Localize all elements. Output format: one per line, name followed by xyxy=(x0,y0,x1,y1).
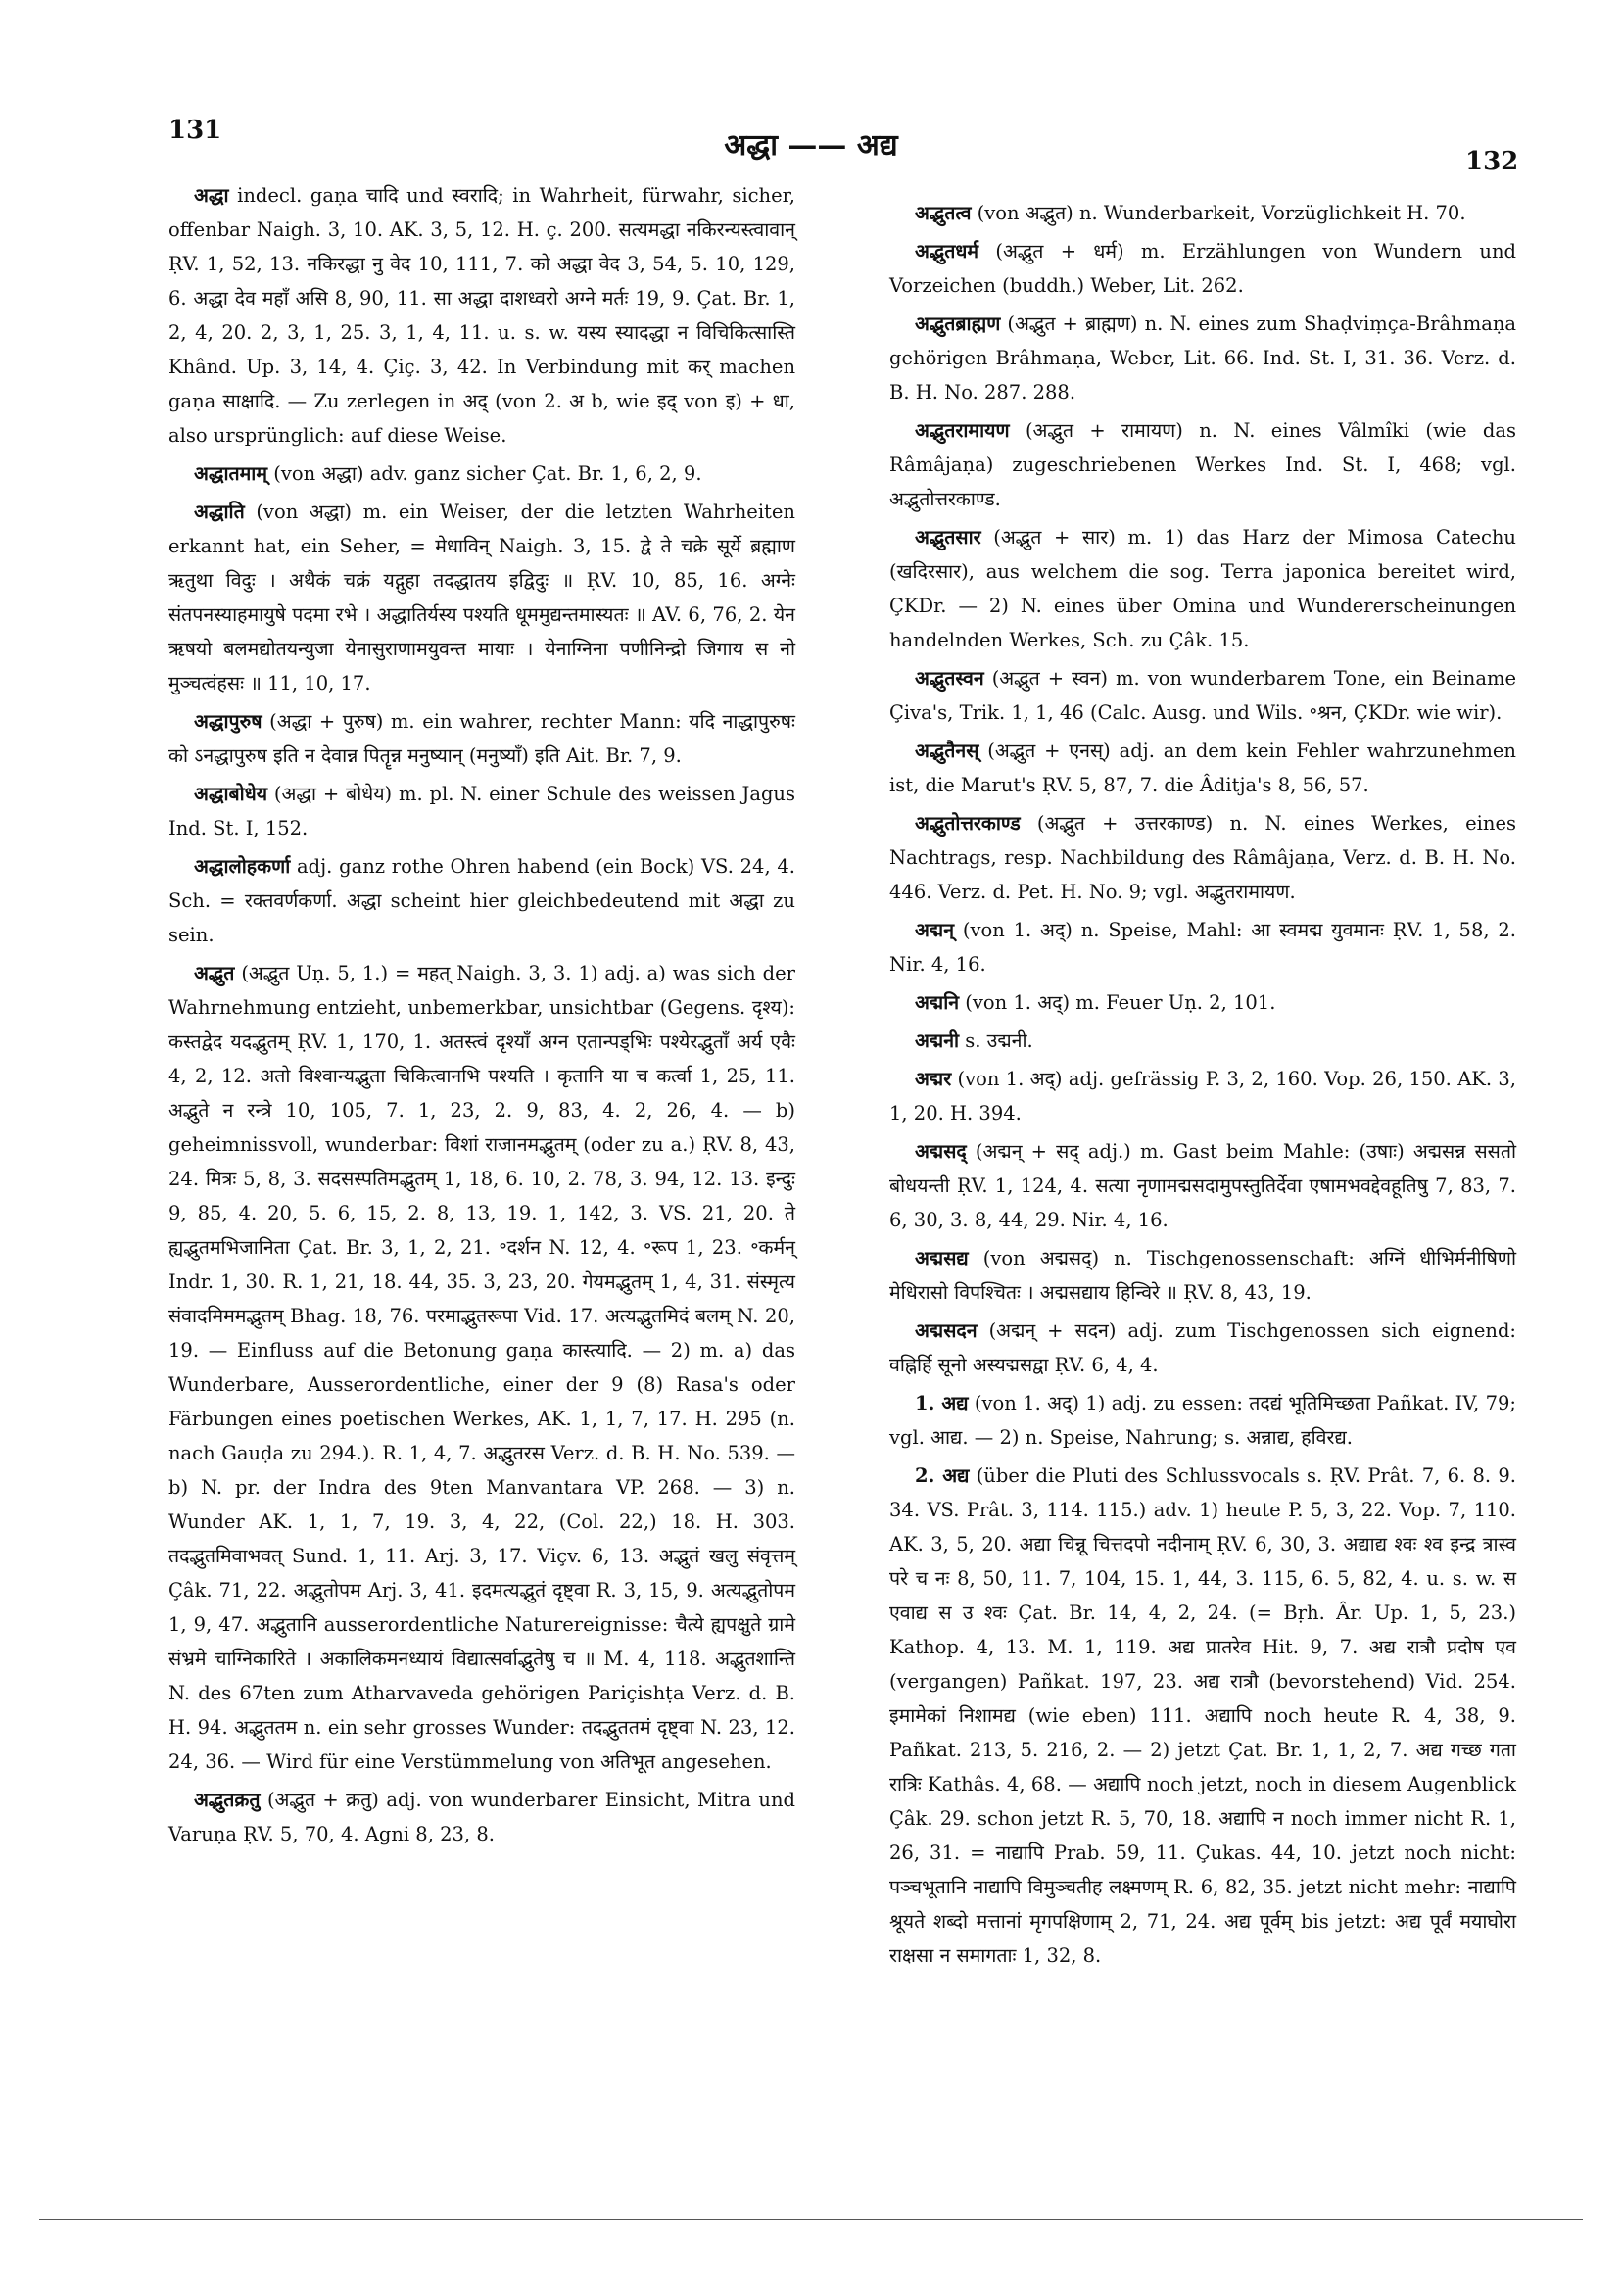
entry-text: (von 1. अद्) adj. gefrässig P. 3, 2, 160. Vop. 26, 150. AK. 3, 1, 20. H. 394. xyxy=(889,1068,1516,1124)
dictionary-entry xyxy=(889,1386,1516,1455)
entry-text: s. उद्मनी. xyxy=(965,1029,1033,1052)
entry-text: (über die Pluti des Schlussvocals s. ṚV. Prât. 7, 6. 8. 9. 34. VS. Prât. 3, 114. 115.) adv. 1) heute P. 5, 3, 22. Vop. 7, 110. AK. 3, 5, 20. अद्या चिन्नू चित्तदपो नदीनाम् ṚV. 6, 30, 3. अद्याद्य श्वः श्व इन्द्र त्रास्व परे च नः 8, 50, 11. 7, 104, 15. 1, 44, 3. 115, 6. 5, 82, 4. u. s. w. स एवाद्य स उ श्वः Çat. Br. 14, 4, 2, 24. (= Bṛh. Âr. Up. 1, 5, 23.) Kathop. 4, 13. M. 1, 119. अद्य प्रातरेव Hit. 9, 7. अद्य रात्रौ प्रदोष एव (vergangen) Pañkat. 197, 23. अद्य रात्रौ (bevorstehend) Vid. 254. इमामेकां निशामद्य (wie eben) 111. अद्यापि noch heute R. 4, 38, 9. Pañkat. 213, 5. 216, 2. — 2) jetzt Çat. Br. 1, 1, 2, 7. अद्य गच्छ गता रात्रिः Kathâs. 4, 68. — अद्यापि noch jetzt, noch in diesem Augenblick Çâk. 29. schon jetzt R. 5, 70, 18. अद्यापि न noch immer nicht R. 1, 26, 31. = नाद्यापि Prab. 59, 11. Çukas. 44, 10. jetzt noch nicht: पञ्चभूतानि नाद्यापि विमुञ्चतीह लक्ष्मणम् R. 6, 82, 35. jetzt nicht mehr: नाद्यापि श्रूयते शब्दो मत्तानां मृगपक्षिणाम् 2, 71, 24. अद्य पूर्वम् bis jetzt: अद्य पूर्वं मयाघोरा राक्षसा न समागताः 1, 32, 8. xyxy=(889,1464,1516,1967)
entry-text: (von अद्धा) adv. ganz sicher Çat. Br. 1, 6, 2, 9. xyxy=(273,462,702,485)
right-page-number: 132 xyxy=(1465,147,1519,176)
dictionary-entry xyxy=(168,1783,795,1851)
entry-headword: अद्मर xyxy=(915,1068,952,1090)
entry-text: (अद्भुत + उत्तरकाण्ड) n. N. eines Werkes, eines Nachtrags, resp. Nachbildung des Râmâjaṇa, Verz. d. B. H. No. 446. Verz. d. Pet. H. No. 9; vgl. अद्भुतरामायण. xyxy=(889,812,1516,903)
entry-headword: अद्भुतब्राह्मण xyxy=(915,312,1001,335)
entry-headword: अद्मसद् xyxy=(915,1140,967,1163)
entry-headword: 2. अद्य xyxy=(915,1464,970,1487)
dictionary-entry xyxy=(889,413,1516,516)
footer-rule xyxy=(39,2219,1583,2220)
entry-text: (अद्भुत + स्वन) m. von wunderbarem Tone, ein Beiname Çiva's, Trik. 1, 1, 46 (Calc. Ausg. und Wils. ॰श्रन, ÇKDr. wie wir). xyxy=(889,667,1516,724)
entry-text: (अद्धा + पुरुष) m. ein wahrer, rechter Mann: यदि नाद्धापुरुषः को ऽनद्धापुरुष इति न देवान्न पितॄन्न मनुष्यान् (मनुष्याँ) इति Ait. Br. 7, 9. xyxy=(168,710,795,767)
entry-text: (अद्धा + बोधेय) m. pl. N. einer Schule des weissen Jagus Ind. St. I, 152. xyxy=(168,783,796,839)
entry-headword: अद्भुतधर्म xyxy=(915,240,979,263)
entry-text: (अद्भुत + क्रतु) adj. von wunderbarer Einsicht, Mitra und Varuṇa ṚV. 5, 70, 4. Agni 8, 23, 8. xyxy=(168,1789,796,1845)
entry-text: (von अद्मसद्) n. Tischgenossenschaft: अग्निं धीभिर्मनीषिणो मेधिरासो विपश्चितः । अद्मसद्याय हिन्विरे ॥ ṚV. 8, 43, 19. xyxy=(889,1247,1516,1304)
dictionary-entry xyxy=(889,1459,1516,1973)
entry-headword: अद्भुतक्रतु xyxy=(194,1789,261,1811)
dictionary-entry xyxy=(889,307,1516,409)
entry-text: (अद्भुत + रामायण) n. N. eines Vâlmîki (wie das Râmâjaṇa) zugeschriebenen Werkes Ind. St. I, 468; vgl. अद्भुतोत्तरकाण्ड. xyxy=(889,419,1517,510)
entry-headword: अद्धापुरुष xyxy=(194,710,262,733)
entry-text: (von अद्भुत) n. Wunderbarkeit, Vorzüglichkeit H. 70. xyxy=(977,202,1466,224)
dictionary-entry xyxy=(889,1314,1516,1382)
entry-headword: अद्भुतोत्तरकाण्ड xyxy=(915,812,1021,835)
dictionary-entry xyxy=(889,1024,1516,1058)
entry-headword: अद्भुतसार xyxy=(915,526,981,549)
entry-text: (अद्भुत + धर्म) m. Erzählungen von Wundern und Vorzeichen (buddh.) Weber, Lit. 262. xyxy=(889,240,1516,297)
entry-headword: अद्मनि xyxy=(915,991,960,1014)
entry-headword: अद्मसदन xyxy=(915,1319,978,1342)
entry-headword: अद्मनी xyxy=(915,1029,960,1052)
entry-text: (अद्भुत + ब्राह्मण) n. N. eines zum Shaḍviṃça-Brâhmaṇa gehörigen Brâhmaṇa, Weber, Lit. 66. Ind. St. I, 31. 36. Verz. d. B. H. No. 287. 288. xyxy=(889,312,1517,404)
entry-text: (von 1. अद्) n. Speise, Mahl: आ स्वमद्म युवमानः ṚV. 1, 58, 2. Nir. 4, 16. xyxy=(889,919,1517,976)
entry-headword: अद्भुतैनस् xyxy=(915,740,979,762)
dictionary-entry xyxy=(889,520,1516,657)
entry-headword: अद्मन् xyxy=(915,919,955,941)
entry-headword: अद्धाति xyxy=(194,501,245,523)
entry-text: indecl. gaṇa चादि und स्वरादि; in Wahrheit, fürwahr, sicher, offenbar Naigh. 3, 10. AK. 3, 5, 12. H. ç. 200. सत्यमद्धा नकिरन्यस्त्वावान् ṚV. 1, 52, 13. नकिरद्धा नु वेद 10, 111, 7. को अद्धा वेद 3, 54, 5. 10, 129, 6. अद्धा देव महाँ असि 8, 90, 11. सा अद्धा दाशध्वरो अग्ने मर्तः 19, 9. Çat. Br. 1, 2, 4, 20. 2, 3, 1, 25. 3, 1, 4, 11. u. s. w. यस्य स्यादद्धा न विचिकित्सास्ति Khând. Up. 3, 14, 4. Çiç. 3, 42. In Verbindung mit कर् machen gaṇa साक्षादि. — Zu zerlegen in अद् (von 2. अ b, wie इद् von इ) + धा, also ursprünglich: auf diese Weise. xyxy=(168,184,796,447)
dictionary-entry xyxy=(889,806,1516,909)
dictionary-entry xyxy=(889,913,1516,981)
entry-text: (अद्भुत + सार) m. 1) das Harz der Mimosa Catechu (खदिरसार), aus welchem die sog. Terra japonica bereitet wird, ÇKDr. — 2) N. eines über Omina und Wundererscheinungen handelnden Werkes, Sch. zu Çâk. 15. xyxy=(889,526,1516,651)
dictionary-entry xyxy=(889,985,1516,1020)
entry-headword: अद्भुतस्वन xyxy=(915,667,984,690)
dictionary-entry xyxy=(889,1134,1516,1237)
dictionary-entry xyxy=(168,704,795,773)
dictionary-entry xyxy=(889,1062,1516,1130)
dictionary-entry xyxy=(889,234,1516,303)
entry-headword: अद्भुत xyxy=(194,962,235,984)
entry-text: (अद्मन् + सद् adj.) m. Gast beim Mahle: (उषाः) अद्मसन्न ससतो बोधयन्ती ṚV. 1, 124, 4. सत्या नृणामद्मसदामुपस्तुतिर्देवा एषामभवद्देवहूतिषु 7, 83, 7. 6, 30, 3. 8, 44, 29. Nir. 4, 16. xyxy=(889,1140,1516,1231)
entry-text: (von 1. अद्) 1) adj. zu essen: तदद्यं भूतिमिच्छता Pañkat. IV, 79; vgl. आद्य. — 2) n. Speise, Nahrung; s. अन्नाद्य, हविरद्य. xyxy=(889,1392,1516,1449)
dictionary-entry xyxy=(889,196,1516,230)
entry-text: (von अद्धा) m. ein Weiser, der die letzten Wahrheiten erkannt hat, ein Seher, = मेधाविन् Naigh. 3, 15. द्वे ते चक्रे सूर्ये ब्रह्माण ऋतुथा विदुः । अथैकं चक्रं यद्गुहा तदद्धातय इद्विदुः ॥ ṚV. 10, 85, 16. अग्नेः संतपनस्याहमायुषे पदमा रभे । अद्धातिर्यस्य पश्यति धूममुद्यन्तमास्यतः ॥ AV. 6, 76, 2. येन ऋषयो बलमद्योतयन्युजा येनासुराणामयुवन्त मायाः । येनाग्निना पणीनिन्द्रो जिगाय स नो मुञ्चत्वंहसः ॥ 11, 10, 17. xyxy=(168,501,795,694)
dictionary-entry xyxy=(168,456,795,491)
entry-headword: अद्धा xyxy=(194,184,229,207)
dictionary-entry xyxy=(889,734,1516,802)
entry-headword: अद्भुतत्व xyxy=(915,202,972,224)
entry-headword: अद्मसद्य xyxy=(915,1247,969,1269)
right-column xyxy=(889,196,1516,1977)
running-head: अद्धा —— अद्य xyxy=(724,128,898,163)
dictionary-entry xyxy=(889,1241,1516,1310)
entry-headword: अद्धातमाम् xyxy=(194,462,268,485)
dictionary-entry xyxy=(168,777,795,845)
entry-headword: 1. अद्य xyxy=(915,1392,969,1414)
entry-headword: अद्धाबोधेय xyxy=(194,783,268,805)
dictionary-entry xyxy=(168,178,795,453)
entry-text: (अद्भुत + एनस्) adj. an dem kein Fehler wahrzunehmen ist, die Marut's ṚV. 5, 87, 7. die Âditja's 8, 56, 57. xyxy=(889,740,1516,796)
entry-text: (von 1. अद्) m. Feuer Uṇ. 2, 101. xyxy=(965,991,1276,1014)
dictionary-entry xyxy=(168,495,795,700)
dictionary-entry xyxy=(168,849,795,952)
left-column xyxy=(168,178,795,1855)
entry-headword: अद्धालोहकर्णा xyxy=(194,855,291,878)
entry-text: (अद्भुत Uṇ. 5, 1.) = महत् Naigh. 3, 3. 1) adj. a) was sich der Wahrnehmung entzieht, unbemerkbar, unsichtbar (Gegens. दृश्य): कस्तद्वेद यदद्भुतम् ṚV. 1, 170, 1. अतस्त्वं दृश्याँ अग्न एतान्पड्भिः पश्येरद्भुताँ अर्य एवैः 4, 2, 12. अतो विश्वान्यद्भुता चिकित्वानभि पश्यति । कृतानि या च कर्त्वा 1, 25, 11. अद्भुते न रन्त्रे 10, 105, 7. 1, 23, 2. 9, 83, 4. 2, 26, 4. — b) geheimnissvoll, wunderbar: विशां राजानमद्भुतम् (oder zu a.) ṚV. 8, 43, 24. मित्रः 5, 8, 3. सदसस्पतिमद्भुतम् 1, 18, 6. 10, 2. 78, 3. 94, 12. 13. इन्दुः 9, 85, 4. 20, 5. 6, 15, 2. 8, 13, 19. 1, 142, 3. VS. 21, 20. ते ह्यद्भुतमभिजानिता Çat. Br. 3, 1, 2, 21. ॰दर्शन N. 12, 4. ॰रूप 1, 23. ॰कर्मन् Indr. 1, 30. R. 1, 21, 18. 44, 35. 3, 23, 20. गेयमद्भुतम् 1, 4, 31. संस्मृत्य संवादमिममद्भुतम् Bhag. 18, 76. परमाद्भुतरूपा Vid. 17. अत्यद्भुतमिदं बलम् N. 20, 19. — Einfluss auf die Betonung gaṇa कास्त्यादि. — 2) m. a) das Wunderbare, Ausserordentliche, einer der 9 (8) Rasa's oder Färbungen eines poetischen Werkes, AK. 1, 1, 7, 17. H. 295 (n. nach Gauḍa zu 294.). R. 1, 4, 7. अद्भुतरस Verz. d. B. H. No. 539. — b) N. pr. der Indra des 9ten Manvantara VP. 268. — 3) n. Wunder AK. 1, 1, 7, 19. 3, 4, 22, (Col. 22,) 18. H. 303. तदद्भुतमिवाभवत् Sund. 1, 11. Arj. 3, 17. Viçv. 6, 13. अद्भुतं खलु संवृत्तम् Çâk. 71, 22. अद्भुतोपम Arj. 3, 41. इदमत्यद्भुतं दृष्ट्वा R. 3, 15, 9. अत्यद्भुतोपम 1, 9, 47. अद्भुतानि ausserordentliche Naturereignisse: चैत्ये ह्यपक्षुते ग्रामे संभ्रमे चाग्निकारिते । अकालिकमनध्यायं विद्यात्सर्वाद्भुतेषु च ॥ M. 4, 118. अद्भुतशान्ति N. des 67ten zum Atharvaveda gehörigen Pariçishṭa Verz. d. B. H. 94. अद्भुततम n. ein sehr grosses Wunder: तदद्भुततमं दृष्ट्वा N. 23, 12. 24, 36. — Wird für eine Verstümmelung von अतिभूत angesehen. xyxy=(168,962,795,1773)
entry-headword: अद्भुतरामायण xyxy=(915,419,1010,442)
dictionary-entry xyxy=(168,956,795,1779)
left-page-number: 131 xyxy=(168,116,222,145)
dictionary-entry xyxy=(889,661,1516,730)
entry-text: (अद्मन् + सदन) adj. zum Tischgenossen sich eignend: वह्निर्हि सूनो अस्यद्मसद्वा ṚV. 6, 4, 4. xyxy=(889,1319,1516,1376)
entry-text: adj. ganz rothe Ohren habend (ein Bock) VS. 24, 4. Sch. = रक्तवर्णकर्णा. अद्धा scheint hier gleichbedeutend mit अद्धा zu sein. xyxy=(168,855,795,946)
